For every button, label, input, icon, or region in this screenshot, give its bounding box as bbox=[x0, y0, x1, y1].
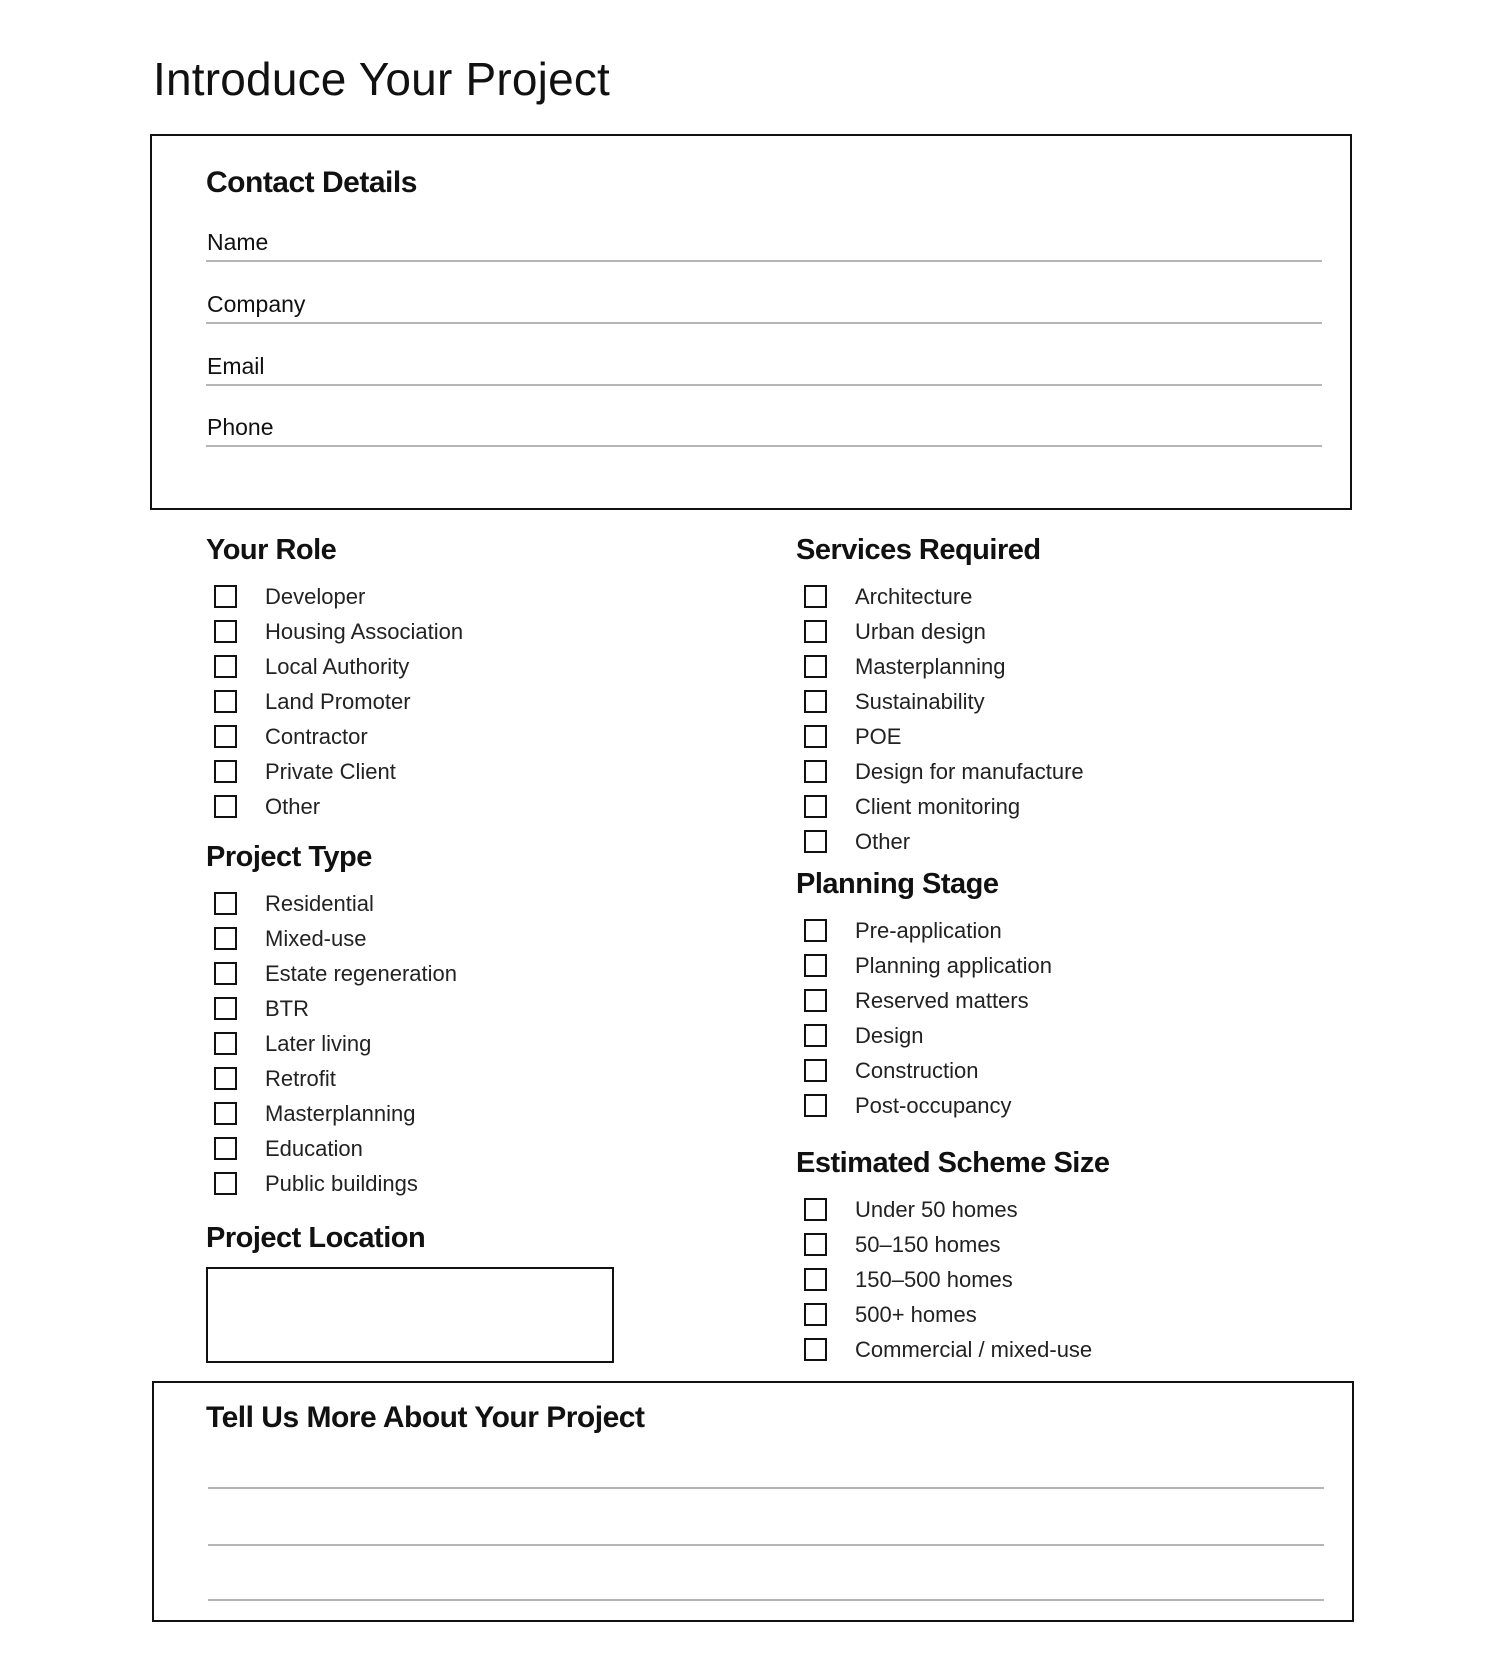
checkbox[interactable] bbox=[804, 1024, 827, 1047]
your-role-option[interactable] bbox=[206, 789, 463, 824]
checkbox[interactable] bbox=[214, 997, 237, 1020]
option-label: Design for manufacture bbox=[855, 758, 1084, 784]
planning-stage-option[interactable] bbox=[796, 913, 1052, 948]
checkbox[interactable] bbox=[804, 989, 827, 1012]
your-role-option[interactable] bbox=[206, 754, 463, 789]
checkbox[interactable] bbox=[804, 725, 827, 748]
checkbox[interactable] bbox=[804, 1338, 827, 1361]
name-label: Name bbox=[207, 229, 269, 255]
checkbox[interactable] bbox=[214, 655, 237, 678]
your-role-option[interactable] bbox=[206, 649, 463, 684]
your-role-heading: Your Role bbox=[206, 534, 337, 566]
checkbox[interactable] bbox=[804, 1198, 827, 1221]
checkbox[interactable] bbox=[214, 1102, 237, 1125]
checkbox[interactable] bbox=[214, 1172, 237, 1195]
checkbox[interactable] bbox=[804, 919, 827, 942]
contact-details-box bbox=[150, 134, 1352, 510]
scheme-size-option[interactable] bbox=[796, 1332, 1109, 1367]
project-type-option[interactable] bbox=[206, 1096, 457, 1131]
option-label: Planning application bbox=[855, 952, 1052, 978]
phone-input[interactable] bbox=[306, 411, 1322, 443]
option-label: Contractor bbox=[265, 723, 368, 749]
checkbox[interactable] bbox=[214, 760, 237, 783]
option-label: Developer bbox=[265, 583, 366, 609]
services-option[interactable] bbox=[796, 824, 1084, 859]
option-label: Other bbox=[855, 828, 911, 854]
option-label: Sustainability bbox=[855, 688, 985, 714]
your-role-option[interactable] bbox=[206, 719, 463, 754]
project-type-option[interactable] bbox=[206, 921, 457, 956]
checkbox[interactable] bbox=[804, 760, 827, 783]
checkbox[interactable] bbox=[804, 830, 827, 853]
company-field[interactable] bbox=[206, 280, 1322, 324]
option-label: 500+ homes bbox=[855, 1301, 977, 1327]
checkbox[interactable] bbox=[804, 954, 827, 977]
option-label: Estate regeneration bbox=[265, 960, 458, 986]
email-label: Email bbox=[207, 353, 265, 379]
project-location-input[interactable] bbox=[206, 1267, 614, 1363]
option-label: Public buildings bbox=[265, 1170, 418, 1196]
services-option[interactable] bbox=[796, 579, 1084, 614]
option-label: Construction bbox=[855, 1057, 979, 1083]
scheme-size-option[interactable] bbox=[796, 1192, 1109, 1227]
services-option[interactable] bbox=[796, 789, 1084, 824]
planning-stage-option[interactable] bbox=[796, 1018, 1052, 1053]
project-type-option[interactable] bbox=[206, 886, 457, 921]
option-label: Post-occupancy bbox=[855, 1092, 1012, 1118]
planning-stage-section bbox=[796, 865, 1052, 1123]
checkbox[interactable] bbox=[804, 690, 827, 713]
checkbox[interactable] bbox=[214, 927, 237, 950]
services-required-section bbox=[796, 531, 1084, 859]
checkbox[interactable] bbox=[214, 1067, 237, 1090]
project-type-option[interactable] bbox=[206, 991, 457, 1026]
scheme-size-option[interactable] bbox=[796, 1227, 1109, 1262]
checkbox[interactable] bbox=[214, 1137, 237, 1160]
checkbox[interactable] bbox=[804, 795, 827, 818]
option-label: Private Client bbox=[265, 758, 396, 784]
services-option[interactable] bbox=[796, 649, 1084, 684]
checkbox[interactable] bbox=[214, 585, 237, 608]
checkbox[interactable] bbox=[804, 1094, 827, 1117]
option-label: Mixed-use bbox=[265, 925, 367, 951]
notes-line[interactable] bbox=[208, 1599, 1324, 1601]
checkbox[interactable] bbox=[804, 1233, 827, 1256]
email-field[interactable] bbox=[206, 342, 1322, 386]
services-required-heading: Services Required bbox=[796, 534, 1041, 566]
your-role-option[interactable] bbox=[206, 614, 463, 649]
option-label: Retrofit bbox=[265, 1065, 336, 1091]
checkbox[interactable] bbox=[804, 1268, 827, 1291]
option-label: Masterplanning bbox=[265, 1100, 416, 1126]
option-label: Other bbox=[265, 793, 321, 819]
scheme-size-heading: Estimated Scheme Size bbox=[796, 1147, 1110, 1179]
scheme-size-section bbox=[796, 1144, 1109, 1367]
option-label: Pre-application bbox=[855, 917, 1002, 943]
services-option[interactable] bbox=[796, 754, 1084, 789]
option-label: Architecture bbox=[855, 583, 973, 609]
option-label: Under 50 homes bbox=[855, 1196, 1018, 1222]
planning-stage-option[interactable] bbox=[796, 1053, 1052, 1088]
notes-line[interactable] bbox=[208, 1544, 1324, 1546]
checkbox[interactable] bbox=[214, 1032, 237, 1055]
company-input[interactable] bbox=[306, 288, 1322, 320]
services-option[interactable] bbox=[796, 719, 1084, 754]
project-type-option[interactable] bbox=[206, 1166, 457, 1201]
option-label: 50–150 homes bbox=[855, 1231, 1001, 1257]
project-type-section bbox=[206, 838, 457, 1201]
checkbox[interactable] bbox=[214, 962, 237, 985]
planning-stage-option[interactable] bbox=[796, 1088, 1052, 1123]
tell-us-more-box bbox=[152, 1381, 1354, 1622]
checkbox[interactable] bbox=[804, 655, 827, 678]
project-type-option[interactable] bbox=[206, 1131, 457, 1166]
scheme-size-option[interactable] bbox=[796, 1297, 1109, 1332]
option-label: Later living bbox=[265, 1030, 372, 1056]
checkbox[interactable] bbox=[214, 690, 237, 713]
option-label: Education bbox=[265, 1135, 363, 1161]
email-input[interactable] bbox=[306, 350, 1322, 382]
tell-us-more-heading: Tell Us More About Your Project bbox=[206, 1401, 645, 1434]
option-label: POE bbox=[855, 723, 902, 749]
services-option[interactable] bbox=[796, 684, 1084, 719]
your-role-option[interactable] bbox=[206, 579, 463, 614]
phone-label: Phone bbox=[207, 414, 274, 440]
project-location-heading: Project Location bbox=[206, 1222, 426, 1254]
option-label: Client monitoring bbox=[855, 793, 1021, 819]
planning-stage-option[interactable] bbox=[796, 983, 1052, 1018]
option-label: Residential bbox=[265, 890, 374, 916]
checkbox[interactable] bbox=[804, 1303, 827, 1326]
name-input[interactable] bbox=[306, 226, 1322, 258]
notes-line[interactable] bbox=[208, 1487, 1324, 1489]
services-option[interactable] bbox=[796, 614, 1084, 649]
checkbox[interactable] bbox=[804, 620, 827, 643]
checkbox[interactable] bbox=[214, 725, 237, 748]
checkbox[interactable] bbox=[804, 585, 827, 608]
company-label: Company bbox=[207, 291, 306, 317]
project-type-option[interactable] bbox=[206, 1061, 457, 1096]
planning-stage-option[interactable] bbox=[796, 948, 1052, 983]
project-type-heading: Project Type bbox=[206, 841, 372, 873]
project-location-section bbox=[206, 1219, 614, 1363]
option-label: Local Authority bbox=[265, 653, 410, 679]
checkbox[interactable] bbox=[214, 892, 237, 915]
phone-field[interactable] bbox=[206, 403, 1322, 447]
your-role-option[interactable] bbox=[206, 684, 463, 719]
option-label: Commercial / mixed-use bbox=[855, 1336, 1093, 1362]
project-type-option[interactable] bbox=[206, 1026, 457, 1061]
scheme-size-option[interactable] bbox=[796, 1262, 1109, 1297]
checkbox[interactable] bbox=[804, 1059, 827, 1082]
option-label: Land Promoter bbox=[265, 688, 411, 714]
contact-details-heading: Contact Details bbox=[206, 166, 417, 199]
option-label: 150–500 homes bbox=[855, 1266, 1013, 1292]
your-role-section bbox=[206, 531, 463, 824]
option-label: Urban design bbox=[855, 618, 986, 644]
project-type-option[interactable] bbox=[206, 956, 457, 991]
page-title: Introduce Your Project bbox=[153, 53, 611, 105]
checkbox[interactable] bbox=[214, 620, 237, 643]
planning-stage-heading: Planning Stage bbox=[796, 868, 999, 900]
name-field[interactable] bbox=[206, 218, 1322, 262]
option-label: Housing Association bbox=[265, 618, 464, 644]
checkbox[interactable] bbox=[214, 795, 237, 818]
option-label: Masterplanning bbox=[855, 653, 1006, 679]
option-label: Reserved matters bbox=[855, 987, 1029, 1013]
option-label: BTR bbox=[265, 995, 309, 1021]
option-label: Design bbox=[855, 1022, 924, 1048]
